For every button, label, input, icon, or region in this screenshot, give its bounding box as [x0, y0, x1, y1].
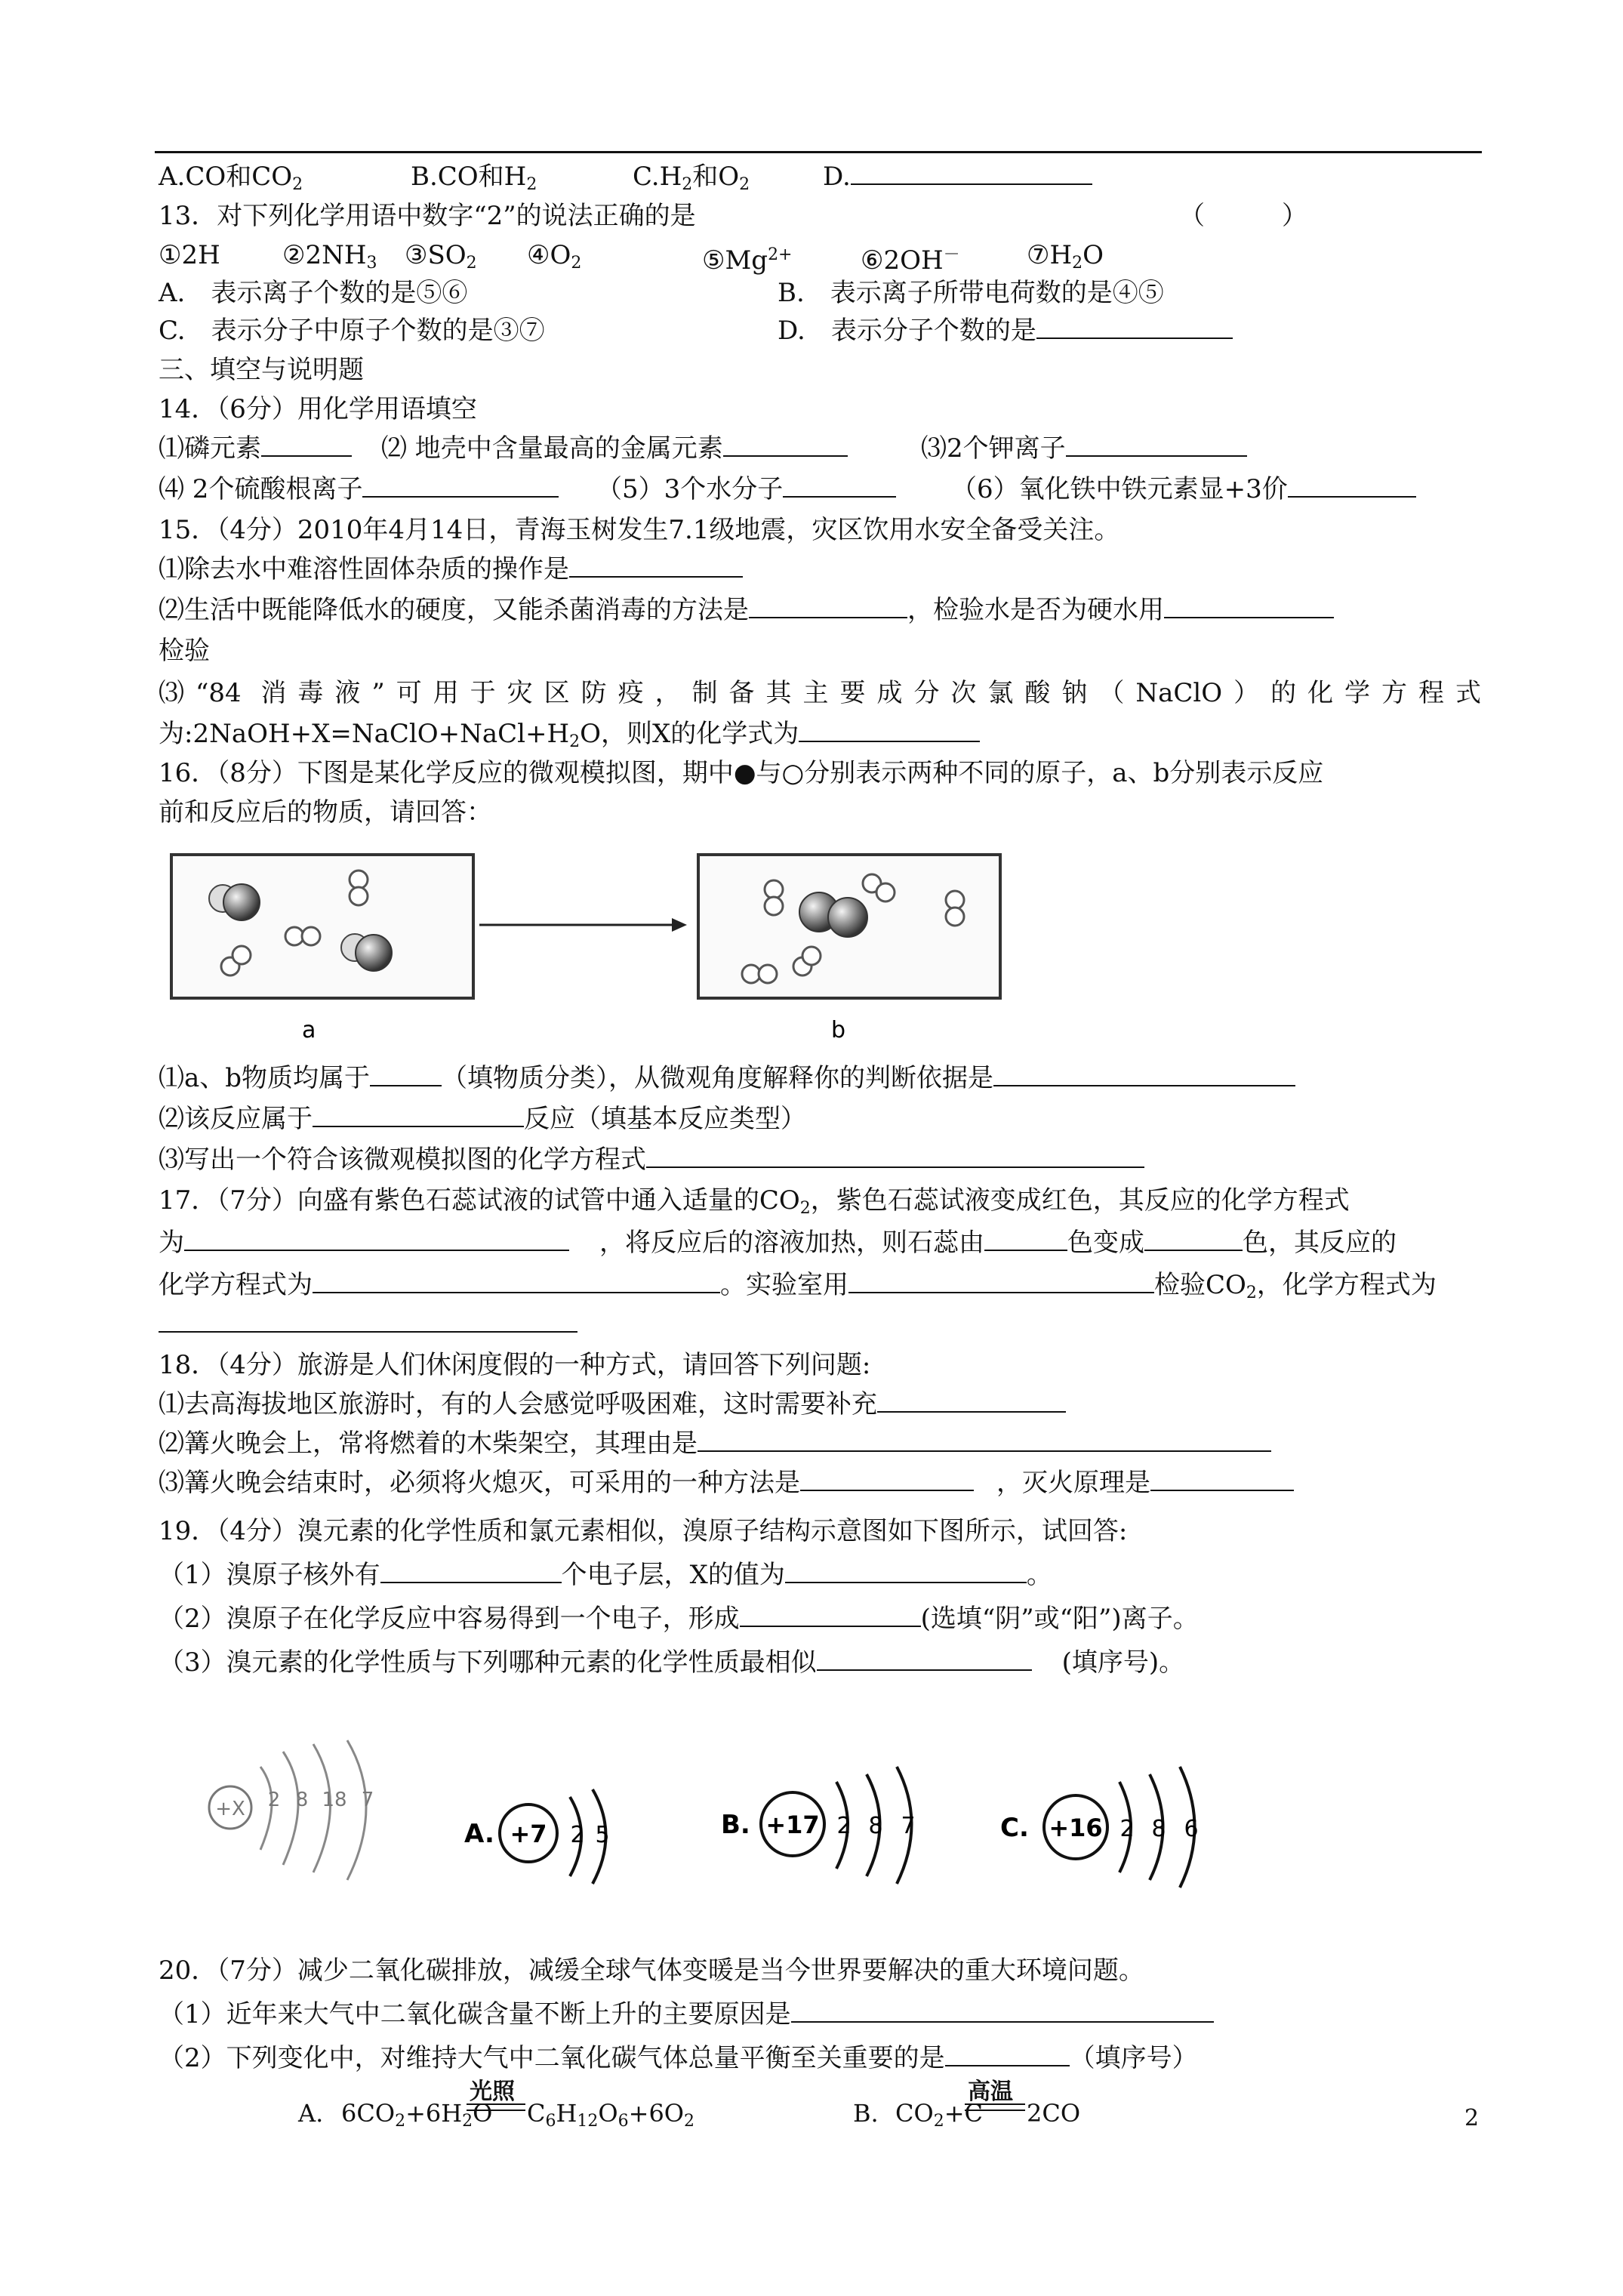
atom-a-label: A.	[464, 1819, 494, 1849]
atom-b-shell-1: 2	[836, 1813, 852, 1839]
q13-item-5: $⑤Mg^{2+}$	[702, 245, 793, 276]
q16-part1: ⑴a、b物质均属于 （填物质分类），从微观角度解释你的判断依据是	[159, 1062, 1295, 1095]
q13-item-4: $④O_2$	[527, 240, 582, 273]
diagram-label-b: b	[831, 1017, 846, 1042]
atom-c-shell-3: 6	[1184, 1816, 1199, 1842]
q13-item-6: ⑥2OH－	[861, 245, 960, 276]
atom-b-nucleus: +17	[765, 1811, 820, 1839]
bromine-shell-4: 7	[361, 1789, 374, 1811]
q13-answer-paren: （ ）	[1179, 201, 1307, 231]
q17-line4	[159, 1308, 577, 1341]
page-number: 2	[1464, 2105, 1480, 2131]
reaction-diagram	[170, 853, 1317, 1042]
atom-c-shell-1: 2	[1119, 1816, 1135, 1842]
q14-part1: ⑴磷元素	[159, 432, 352, 465]
q15-part2: ⑵生活中既能降低水的硬度，又能杀菌消毒的方法是 ，检验水是否为硬水用	[159, 593, 1334, 627]
q17-line3: 化学方程式为 。实验室用 检验$CO_2$，化学方程式为	[159, 1270, 1437, 1302]
q14-part6: （6）氧化铁中铁元素显+3价	[951, 473, 1416, 506]
reaction-arrow	[479, 918, 687, 932]
q16-part2: ⑵该反应属于 反应（填基本反应类型）	[159, 1104, 806, 1134]
equation-a-equals	[467, 2103, 525, 2111]
q20-stem: 20．（7分）减少二氧化碳排放，减缓全球气体变暖是当今世界要解决的重大环境问题。	[159, 1955, 1144, 1986]
atom-c-nucleus: +16	[1049, 1814, 1103, 1842]
atom-a-shell-1: 2	[570, 1822, 585, 1848]
q15-part3-line1: ⑶“84 消毒液”可用于灾区防疫，制备其主要成分次氯酸钠（NaClO）的化学方程式	[159, 678, 1481, 708]
equation-b-right: 2CO	[1027, 2099, 1081, 2128]
atom-c-shell-2: 8	[1151, 1816, 1166, 1842]
q13-item-2: $②2NH_3$	[282, 240, 377, 273]
q19-stem: 19．（4分）溴元素的化学性质和氯元素相似，溴原子结构示意图如下图所示，试回答:	[159, 1516, 1128, 1546]
q13-option-d: D. 表示分子个数的是	[778, 314, 1233, 347]
atom-c-label: C.	[1000, 1813, 1029, 1843]
diagram-label-a: a	[302, 1017, 316, 1042]
q16-stem-line1: 16．（8分）下图是某化学反应的微观模拟图，期中●与○分别表示两种不同的原子，a、b分别表示反应	[159, 758, 1324, 788]
q14-part4: ⑷ 2个硫酸根离子	[159, 473, 559, 506]
q13-option-c: C. 表示分子中原子个数的是③⑦	[159, 316, 545, 346]
q16-stem-line2: 前和反应后的物质，请回答：	[159, 797, 492, 827]
equation-a-label: A.	[298, 2099, 324, 2128]
header-rule	[155, 151, 1482, 153]
atom-diagram-c	[1000, 1767, 1199, 1888]
equation-b-label: B.	[853, 2099, 879, 2128]
atom-diagram-a	[464, 1789, 610, 1884]
q18-part1: ⑴去高海拔地区旅游时，有的人会感觉呼吸困难，这时需要补充	[159, 1388, 1066, 1421]
q18-part3: ⑶篝火晚会结束时，必须将火熄灭，可采用的一种方法是 ，灭火原理是	[159, 1466, 1294, 1499]
section-title: 三、填空与说明题	[159, 355, 364, 385]
q16-part3: ⑶写出一个符合该微观模拟图的化学方程式	[159, 1143, 1144, 1176]
reactant-box	[171, 855, 473, 998]
bromine-nucleus: +X	[215, 1798, 245, 1820]
q13-option-a: A. 表示离子个数的是⑤⑥	[159, 278, 468, 308]
q13-stem: 13．对下列化学用语中数字“2”的说法正确的是 （ ）	[159, 201, 1307, 231]
q13-option-b: B. 表示离子所带电荷数的是④⑤	[778, 278, 1164, 308]
q15-part3-line2: 为$:2NaOH+X=NaClO+NaCl+H_2O$，则X的化学式为	[159, 717, 980, 759]
bromine-shell-1: 2	[267, 1789, 281, 1811]
q17-line2: 为 ，将反应后的溶液加热，则石蕊由 色变成 色，其反应的	[159, 1228, 1397, 1258]
q12-option-c: $C.H_2$和$O_2$	[633, 162, 750, 194]
product-box	[698, 855, 1000, 998]
bromine-shell-2: 8	[295, 1789, 309, 1811]
q13-item-3: $③SO_2$	[405, 240, 477, 273]
q19-part1: （1）溴原子核外有 个电子层，X的值为 。	[159, 1560, 1052, 1590]
atom-b-shell-2: 8	[868, 1813, 883, 1839]
q15-part1: ⑴除去水中难溶性固体杂质的操作是	[159, 553, 743, 586]
q12-option-b: B.CO和$H_2$	[411, 162, 537, 194]
q19-part3: （3）溴元素的化学性质与下列哪种元素的化学性质最相似 (填序号)。	[159, 1647, 1185, 1678]
equation-a-condition: 光照	[470, 2079, 515, 2105]
q18-part2: ⑵篝火晚会上，常将燃着的木柴架空，其理由是	[159, 1427, 1271, 1460]
q15-part2-end: 检验	[159, 636, 210, 666]
q12-option-a: A.CO和$CO_2$	[159, 162, 303, 194]
q14-part3: ⑶2个钾离子	[921, 432, 1247, 465]
q20-part1: （1）近年来大气中二氧化碳含量不断上升的主要原因是	[159, 1998, 1214, 2031]
q14-stem: 14．（6分）用化学用语填空	[159, 394, 477, 424]
bromine-atom-diagram	[209, 1740, 374, 1880]
q20-part2: （2）下列变化中，对维持大气中二氧化碳气体总量平衡至关重要的是 （填序号）	[159, 2043, 1198, 2073]
q18-stem: 18．（4分）旅游是人们休闲度假的一种方式，请回答下列问题:	[159, 1350, 871, 1380]
equation-a-left: $6CO_2+6H_2O$	[341, 2099, 493, 2131]
atom-diagram-b	[721, 1767, 916, 1884]
q14-part2: ⑵ 地壳中含量最高的金属元素	[381, 432, 848, 465]
atomic-structure-diagrams	[200, 1737, 1302, 1910]
q15-stem: 15．（4分）2010年4月14日，青海玉树发生7.1级地震，灾区饮用水安全备受关注。	[159, 515, 1120, 545]
q19-part2: （2）溴原子在化学反应中容易得到一个电子，形成 (选填“阴”或“阳”)离子。	[159, 1604, 1199, 1634]
atom-b-shell-3: 7	[901, 1813, 916, 1839]
q13-item-1: ①2H	[159, 240, 220, 270]
equation-b-condition: 高温	[968, 2079, 1013, 2105]
equation-b-equals	[965, 2103, 1025, 2111]
equation-b-left: $CO_2+C$	[895, 2099, 984, 2131]
bromine-shell-3: 18	[322, 1789, 347, 1811]
atom-a-shell-2: 5	[595, 1822, 610, 1848]
atom-b-label: B.	[721, 1810, 750, 1840]
q14-part5: （5）3个水分子	[596, 473, 896, 506]
q13-item-7: $⑦H_2O$	[1027, 240, 1104, 273]
atom-a-nucleus: +7	[510, 1820, 547, 1848]
q17-line1: 17．（7分）向盛有紫色石蕊试液的试管中通入适量的$CO_2$，紫色石蕊试液变成红色，其反应的化学方程式	[159, 1185, 1350, 1218]
q12-option-d: D.	[823, 160, 1092, 193]
equation-a-right: $C_6H_{12}O_6+6O_2$	[527, 2099, 695, 2131]
